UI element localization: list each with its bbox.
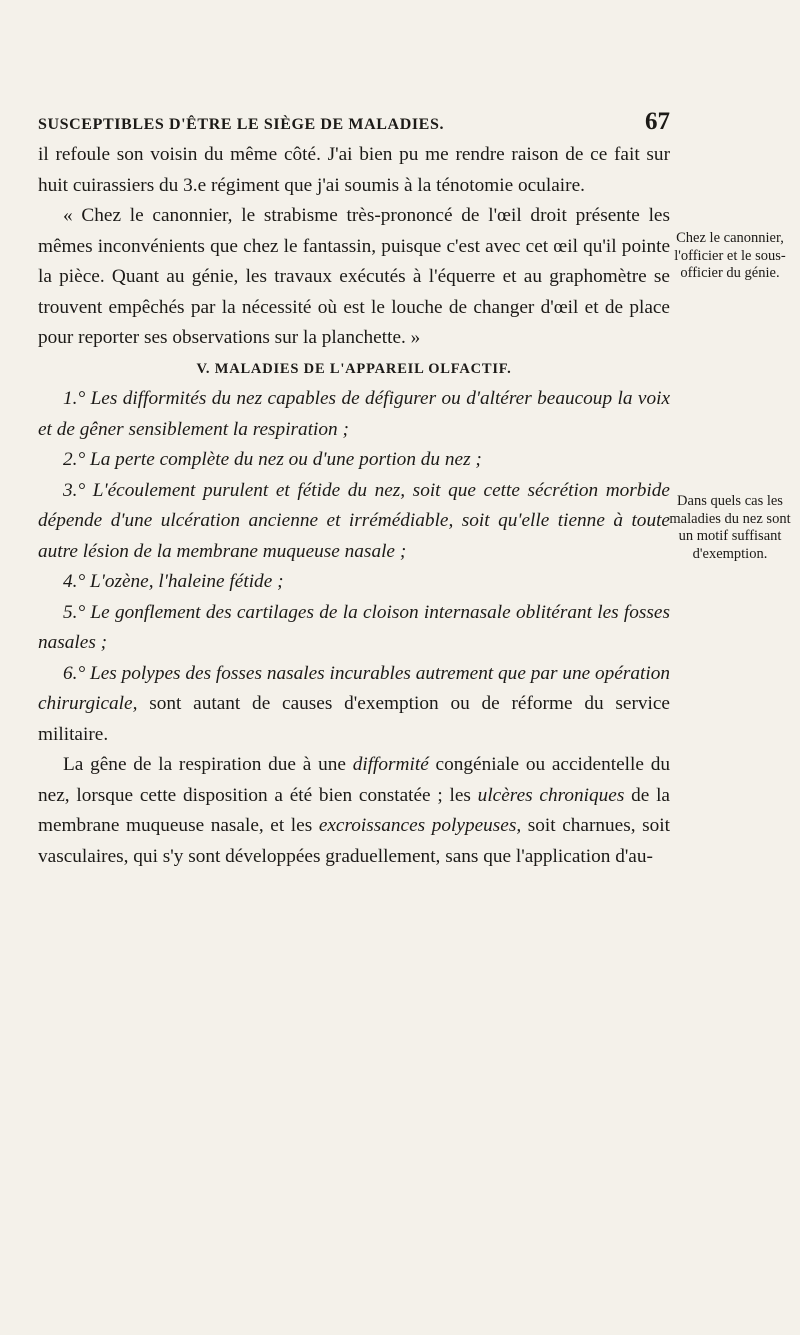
margin-note-exemption: Dans quels cas les maladies du nez sont un motif suffisant d'exemption. — [669, 493, 791, 562]
text-run: de la membrane muqueuse nasale, et les — [38, 784, 670, 836]
list-item: 3.° L'écoulement purulent et fétide du nez, soit que cette sécrétion morbide dépende d'une ulcération ancienne et irrémédiable, soit qu'elle tienne à toute autre lésion de la membrane muqueuse nasale ; — [38, 479, 670, 562]
list-item: 2.° La perte complète du nez ou d'une portion du nez ; — [63, 449, 482, 470]
page-header — [38, 108, 670, 142]
text-run: soit charnues, soit vasculaires, qui s'y sont développées graduellement, sans que l'application d'au- — [38, 815, 670, 867]
page-number: 67 — [645, 108, 670, 135]
paragraph — [38, 750, 670, 872]
running-title: SUSCEPTIBLES D'ÊTRE LE SIÈGE DE MALADIES. — [38, 116, 445, 133]
paragraph-quote: « Chez le canonnier, le strabisme très-prononcé de l'œil droit présente les mêmes inconvénients que chez le fantassin, puisque c'est avec cet œil qu'il pointe la pièce. Quant au génie, les travaux exécutés à l'équerre et au graphomètre se trouvent empêchés par la nécessité où est le louche de changer d'œil et de place pour reporter ses observations sur la planchette. » — [38, 205, 670, 348]
list-item: 5.° Le gonflement des cartilages de la cloison internasale oblitérant les fosses nasales ; — [38, 601, 670, 653]
paragraph: il refoule son voisin du même côté. J'ai bien pu me rendre raison de ce fait sur huit cuirassiers du 3.e régiment que j'ai soumis à la ténotomie oculaire. — [38, 144, 670, 196]
section-heading — [38, 354, 670, 385]
section-title: MALADIES DE L'APPAREIL OLFACTIF. — [214, 360, 512, 377]
text-run: congéniale ou accidentelle du nez, lorsque cette disposition a été bien constatée ; les — [38, 754, 670, 806]
list-item-rest: sont autant de causes d'exemption ou de réforme du service militaire. — [38, 693, 670, 745]
text-run-italic: ulcères chroniques — [477, 784, 625, 806]
section-number: V. — [196, 360, 211, 377]
list-item — [38, 659, 670, 751]
text-run-italic: excroissances polypeuses, — [318, 815, 522, 836]
list-item-italic: 6.° Les polypes des fosses nasales incurables autrement que par une opération chirurgicale, — [38, 662, 670, 714]
text-run-italic: difformité — [352, 754, 429, 775]
text-run: La gêne de la respiration due à une — [63, 754, 353, 775]
list-item: 4.° L'ozène, l'haleine fétide ; — [63, 571, 284, 592]
body-text — [38, 140, 670, 872]
margin-note-canonnier: Chez le canonnier, l'officier et le sous-officier du génie. — [674, 230, 786, 281]
list-item: 1.° Les difformités du nez capables de défigurer ou d'altérer beaucoup la voix et de gêner sensiblement la respiration ; — [38, 388, 670, 440]
